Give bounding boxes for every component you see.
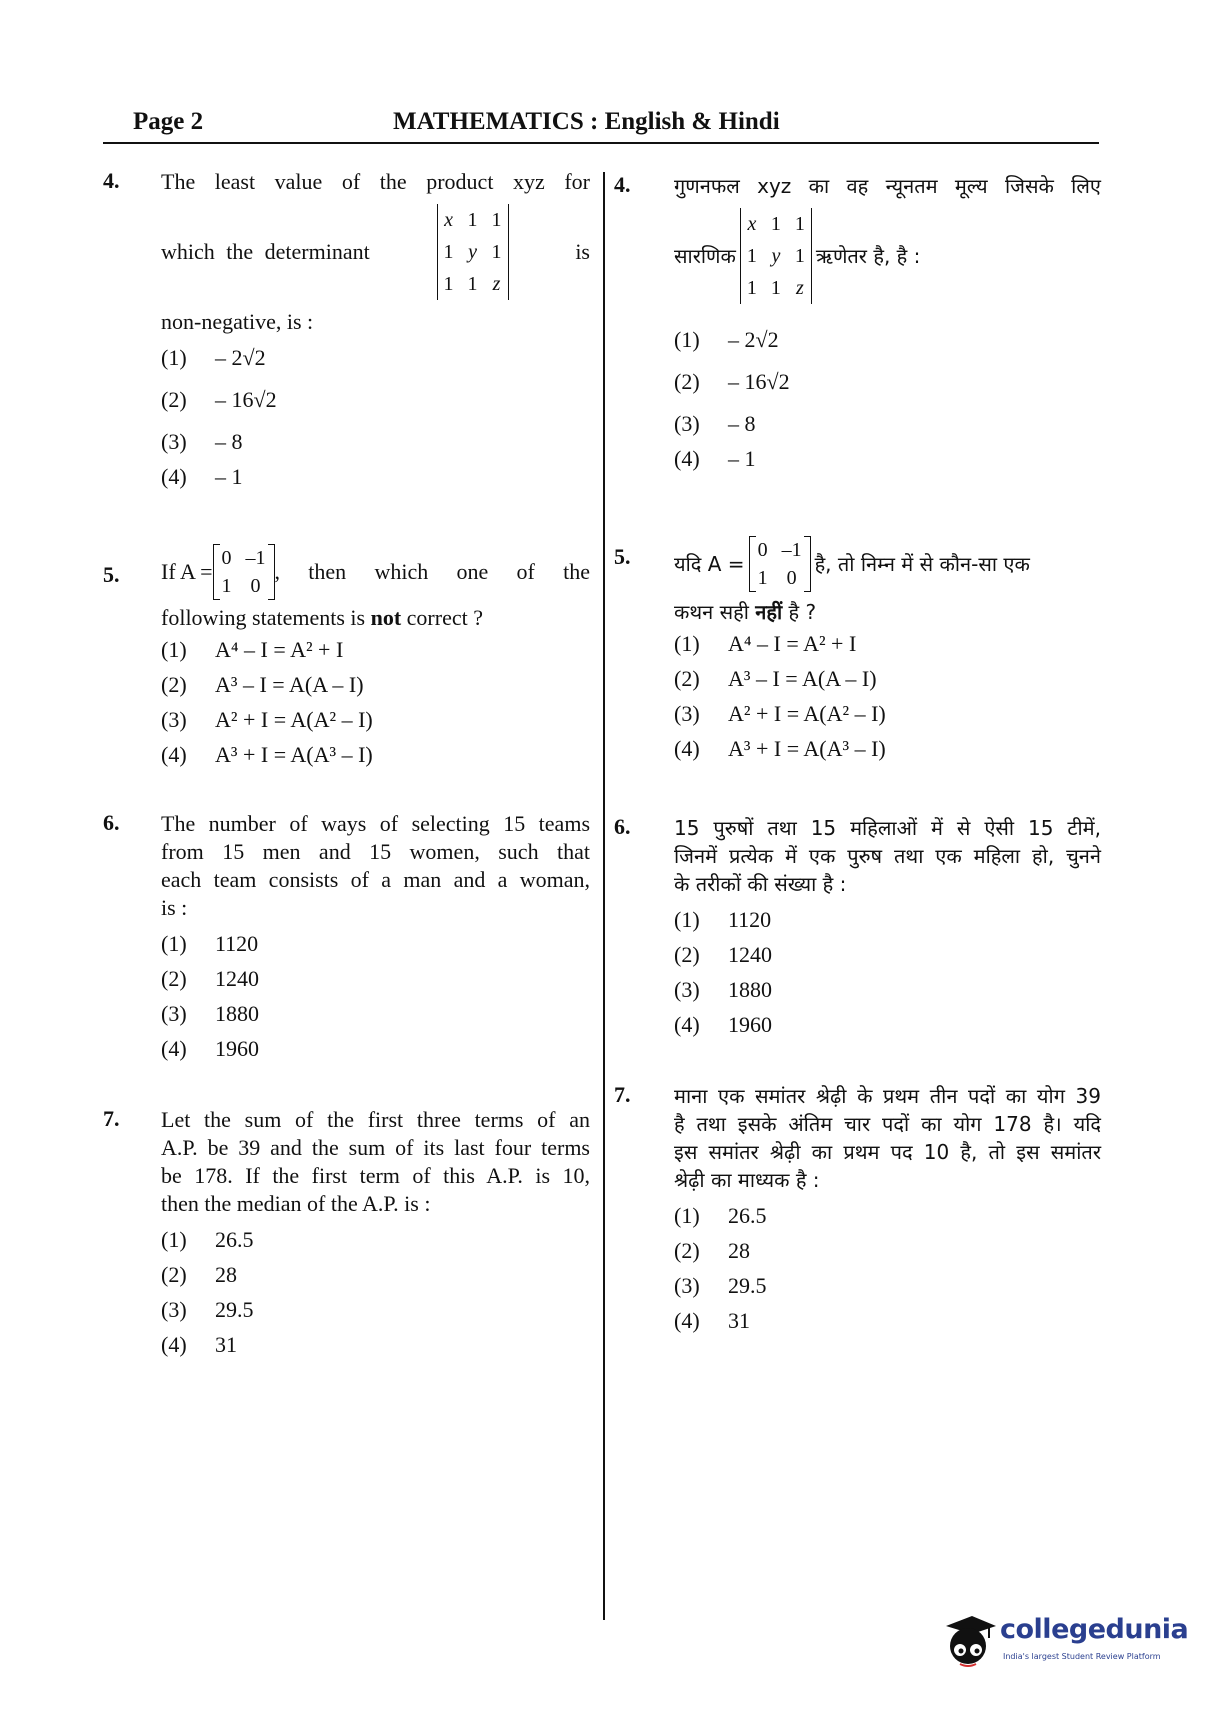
option-1[interactable] [674,630,1101,665]
question-number: 5. [103,562,120,587]
matrix-cell: 1 [770,277,781,299]
option-2[interactable] [674,941,1101,976]
matrix-row [161,544,590,600]
option-number: (3) [674,701,700,726]
question-text-line: श्रेढ़ी का माध्यक है : [674,1168,820,1192]
question-text-line: The number of ways of selecting 15 teams [161,811,590,836]
matrix-row [674,536,1101,592]
option-number: (3) [161,429,187,454]
option-4[interactable] [674,735,1101,770]
option-number: (3) [674,411,700,436]
question-text-fragment: is [575,239,590,264]
question-text-line: गुणनफल xyz का वह न्यूनतम मूल्य जिसके लिए [674,174,1101,198]
text-fragment: कथन सही [674,600,749,624]
option-text: 31 [728,1308,750,1333]
option-2[interactable] [161,386,590,428]
matrix-cell: 1 [794,213,805,235]
option-2[interactable] [674,665,1101,700]
option-number: (4) [161,742,187,767]
option-text: 31 [215,1332,237,1357]
question-7-hi [614,1082,1101,1342]
option-number: (1) [674,907,700,932]
option-1[interactable] [161,1226,590,1261]
question-text-line: non-negative, is : [161,309,314,334]
question-text-line: The least value of the product xyz for [161,169,590,194]
option-text: A⁴ – I = A² + I [215,637,344,662]
option-3[interactable] [161,1296,590,1331]
page-number: Page 2 [133,108,204,135]
collegedunia-logo[interactable] [938,1608,1189,1678]
english-column [103,168,590,1366]
option-number: (2) [161,387,187,412]
option-1[interactable] [674,1202,1101,1237]
option-number: (1) [674,1203,700,1228]
option-3[interactable] [674,1272,1101,1307]
option-4[interactable] [161,1035,590,1070]
matrix-cell: 1 [746,277,757,299]
question-text-line: माना एक समांतर श्रेढ़ी के प्रथम तीन पदों का योग 39 [674,1084,1101,1108]
option-2[interactable] [161,965,590,1000]
question-number: 7. [103,1106,120,1131]
option-number: (3) [161,1001,187,1026]
matrix-cell: 1 [443,241,454,263]
matrix-cell: 0 [757,539,768,561]
option-3[interactable] [161,1000,590,1035]
bold-text: not [370,605,402,630]
matrix-a [749,536,811,592]
hindi-column [614,172,1101,1342]
matrix-cell: –1 [781,539,802,561]
options-list [161,1226,590,1366]
option-text: 29.5 [215,1297,254,1322]
option-text: A² + I = A(A² – I) [215,707,373,732]
option-4[interactable] [161,463,590,498]
matrix-cell: x [747,213,757,235]
option-text: 29.5 [728,1273,767,1298]
option-number: (3) [674,1273,700,1298]
option-text: 28 [215,1262,237,1287]
option-text: 1880 [215,1001,259,1026]
question-text-line: Let the sum of the first three terms of an [161,1107,590,1132]
question-number: 6. [614,814,631,839]
question-text-line [161,604,590,632]
option-text: 1120 [728,907,772,932]
option-text: – 2√2 [728,327,779,352]
question-text-fragment: which the determinant [161,239,370,264]
option-text: – 16√2 [215,387,277,412]
option-number: (1) [674,327,700,352]
option-number: (1) [161,345,187,370]
option-number: (2) [674,666,700,691]
option-text: 26.5 [728,1203,767,1228]
question-5-hi [614,536,1101,770]
question-text-fragment: If A = [161,559,213,584]
option-number: (1) [161,931,187,956]
option-text: – 1 [215,464,243,489]
option-text: 1960 [728,1012,772,1037]
matrix-cell: 1 [794,245,805,267]
option-text: A³ + I = A(A³ – I) [728,736,886,761]
question-number: 4. [614,172,631,197]
option-1[interactable] [161,636,590,671]
option-3[interactable] [674,410,1101,445]
text-fragment: following statements is [161,605,366,630]
options-list [161,636,590,776]
question-text-fragment: है, तो निम्न में से कौन-सा एक [814,552,1030,576]
matrix-cell: z [795,277,804,299]
option-number: (2) [674,369,700,394]
question-text-line: के तरीकों की संख्या है : [674,872,847,896]
option-1[interactable] [161,930,590,965]
option-number: (4) [161,1332,187,1357]
options-list [674,326,1101,480]
options-list [161,344,590,498]
logo-tagline: India's largest Student Review Platform [1003,1652,1161,1661]
question-6-hi [614,814,1101,1046]
option-text: – 2√2 [215,345,266,370]
option-number: (2) [161,672,187,697]
question-number: 5. [614,544,631,569]
matrix-cell: 1 [443,273,454,295]
question-text-line: A.P. be 39 and the sum of its last four terms [161,1135,590,1160]
option-number: (4) [674,446,700,471]
option-text: A⁴ – I = A² + I [728,631,857,656]
matrix-a [213,544,275,600]
matrix-cell: 1 [491,209,502,231]
matrix-cell: 1 [746,245,757,267]
option-text: – 8 [215,429,243,454]
options-list [674,1202,1101,1342]
matrix-cell: 1 [491,241,502,263]
matrix-cell: 1 [467,273,478,295]
option-2[interactable] [161,1261,590,1296]
question-number: 7. [614,1082,631,1107]
option-text: A³ + I = A(A³ – I) [215,742,373,767]
matrix-cell: 1 [221,575,232,597]
option-number: (3) [161,1297,187,1322]
question-text-line: इस समांतर श्रेढ़ी का प्रथम पद 10 है, तो इस समांतर [674,1140,1101,1164]
question-text-line: is : [161,895,188,920]
option-text: – 16√2 [728,369,790,394]
option-number: (1) [161,1227,187,1252]
question-4-hi [614,172,1101,480]
question-text-line: है तथा इसके अंतिम चार पदों का योग 178 है। यदि [674,1112,1101,1136]
option-text: 26.5 [215,1227,254,1252]
bold-text: नहीं [755,600,783,624]
option-4[interactable] [674,1011,1101,1046]
question-text-line [674,598,1101,626]
option-number: (4) [674,736,700,761]
option-text: 1880 [728,977,772,1002]
page-subject: MATHEMATICS : English & Hindi [393,108,780,135]
option-3[interactable] [161,706,590,741]
matrix-cell: 0 [786,567,797,589]
option-text: – 8 [728,411,756,436]
option-2[interactable] [674,1237,1101,1272]
question-text-fragment: सारणिक [674,244,736,268]
determinant-row [674,208,1101,304]
matrix-cell: y [771,245,781,267]
option-text: A³ – I = A(A – I) [215,672,364,697]
option-text: A³ – I = A(A – I) [728,666,877,691]
question-text-line: from 15 men and 15 women, such that [161,839,590,864]
question-7-en [103,1106,590,1366]
matrix-cell: z [492,273,501,295]
option-number: (1) [161,637,187,662]
option-number: (4) [674,1308,700,1333]
question-6-en [103,810,590,1070]
matrix-cell: 1 [757,567,768,589]
option-text: A² + I = A(A² – I) [728,701,886,726]
option-text: 28 [728,1238,750,1263]
option-text: 1960 [215,1036,259,1061]
matrix-cell: 0 [221,547,232,569]
option-number: (1) [674,631,700,656]
option-number: (4) [161,1036,187,1061]
logo-name: collegedunia [1000,1614,1189,1645]
question-number: 4. [103,168,120,193]
matrix-cell: 0 [250,575,261,597]
option-4[interactable] [674,445,1101,480]
option-1[interactable] [674,906,1101,941]
option-1[interactable] [674,326,1101,368]
option-3[interactable] [674,976,1101,1011]
matrix-cell: 1 [467,209,478,231]
option-3[interactable] [161,428,590,463]
question-text-fragment: यदि A = [674,552,745,576]
determinant-row [161,204,590,300]
option-number: (2) [161,1262,187,1287]
text-fragment: correct ? [406,605,483,630]
option-4[interactable] [161,1331,590,1366]
options-list [674,630,1101,770]
option-4[interactable] [674,1307,1101,1342]
option-number: (4) [161,464,187,489]
option-3[interactable] [674,700,1101,735]
question-text-line: each team consists of a man and a woman, [161,867,590,892]
option-2[interactable] [161,671,590,706]
option-text: – 1 [728,446,756,471]
page-header [103,108,1099,144]
option-text: 1240 [728,942,772,967]
option-text: 1120 [215,931,259,956]
option-number: (3) [674,977,700,1002]
question-text-line: be 178. If the first term of this A.P. is 10, [161,1163,590,1188]
question-text-line: जिनमें प्रत्येक में एक पुरुष तथा एक महिला हो, चुनने [674,844,1101,868]
column-divider [603,172,605,1620]
question-text-line: 15 पुरुषों तथा 15 महिलाओं में से ऐसी 15 टीमें, [674,816,1101,840]
options-list [161,930,590,1070]
option-number: (2) [674,942,700,967]
option-4[interactable] [161,741,590,776]
matrix-cell: x [444,209,453,231]
option-number: (4) [674,1012,700,1037]
question-text-fragment: ऋणेतर है, है : [815,244,921,268]
determinant-matrix [437,204,509,300]
text-fragment: है ? [788,600,817,624]
option-text: 1240 [215,966,259,991]
determinant-matrix [740,208,812,304]
option-number: (3) [161,707,187,732]
question-number: 6. [103,810,120,835]
question-4-en [103,168,590,498]
option-number: (2) [161,966,187,991]
option-1[interactable] [161,344,590,386]
option-2[interactable] [674,368,1101,410]
matrix-cell: –1 [245,547,266,569]
question-text-line: then the median of the A.P. is : [161,1191,431,1216]
matrix-cell: y [468,241,477,263]
matrix-cell: 1 [770,213,781,235]
option-number: (2) [674,1238,700,1263]
question-5-en [103,544,590,776]
mascot-icon [938,1612,998,1672]
question-text-fragment: , then which one of the [274,559,590,584]
options-list [674,906,1101,1046]
